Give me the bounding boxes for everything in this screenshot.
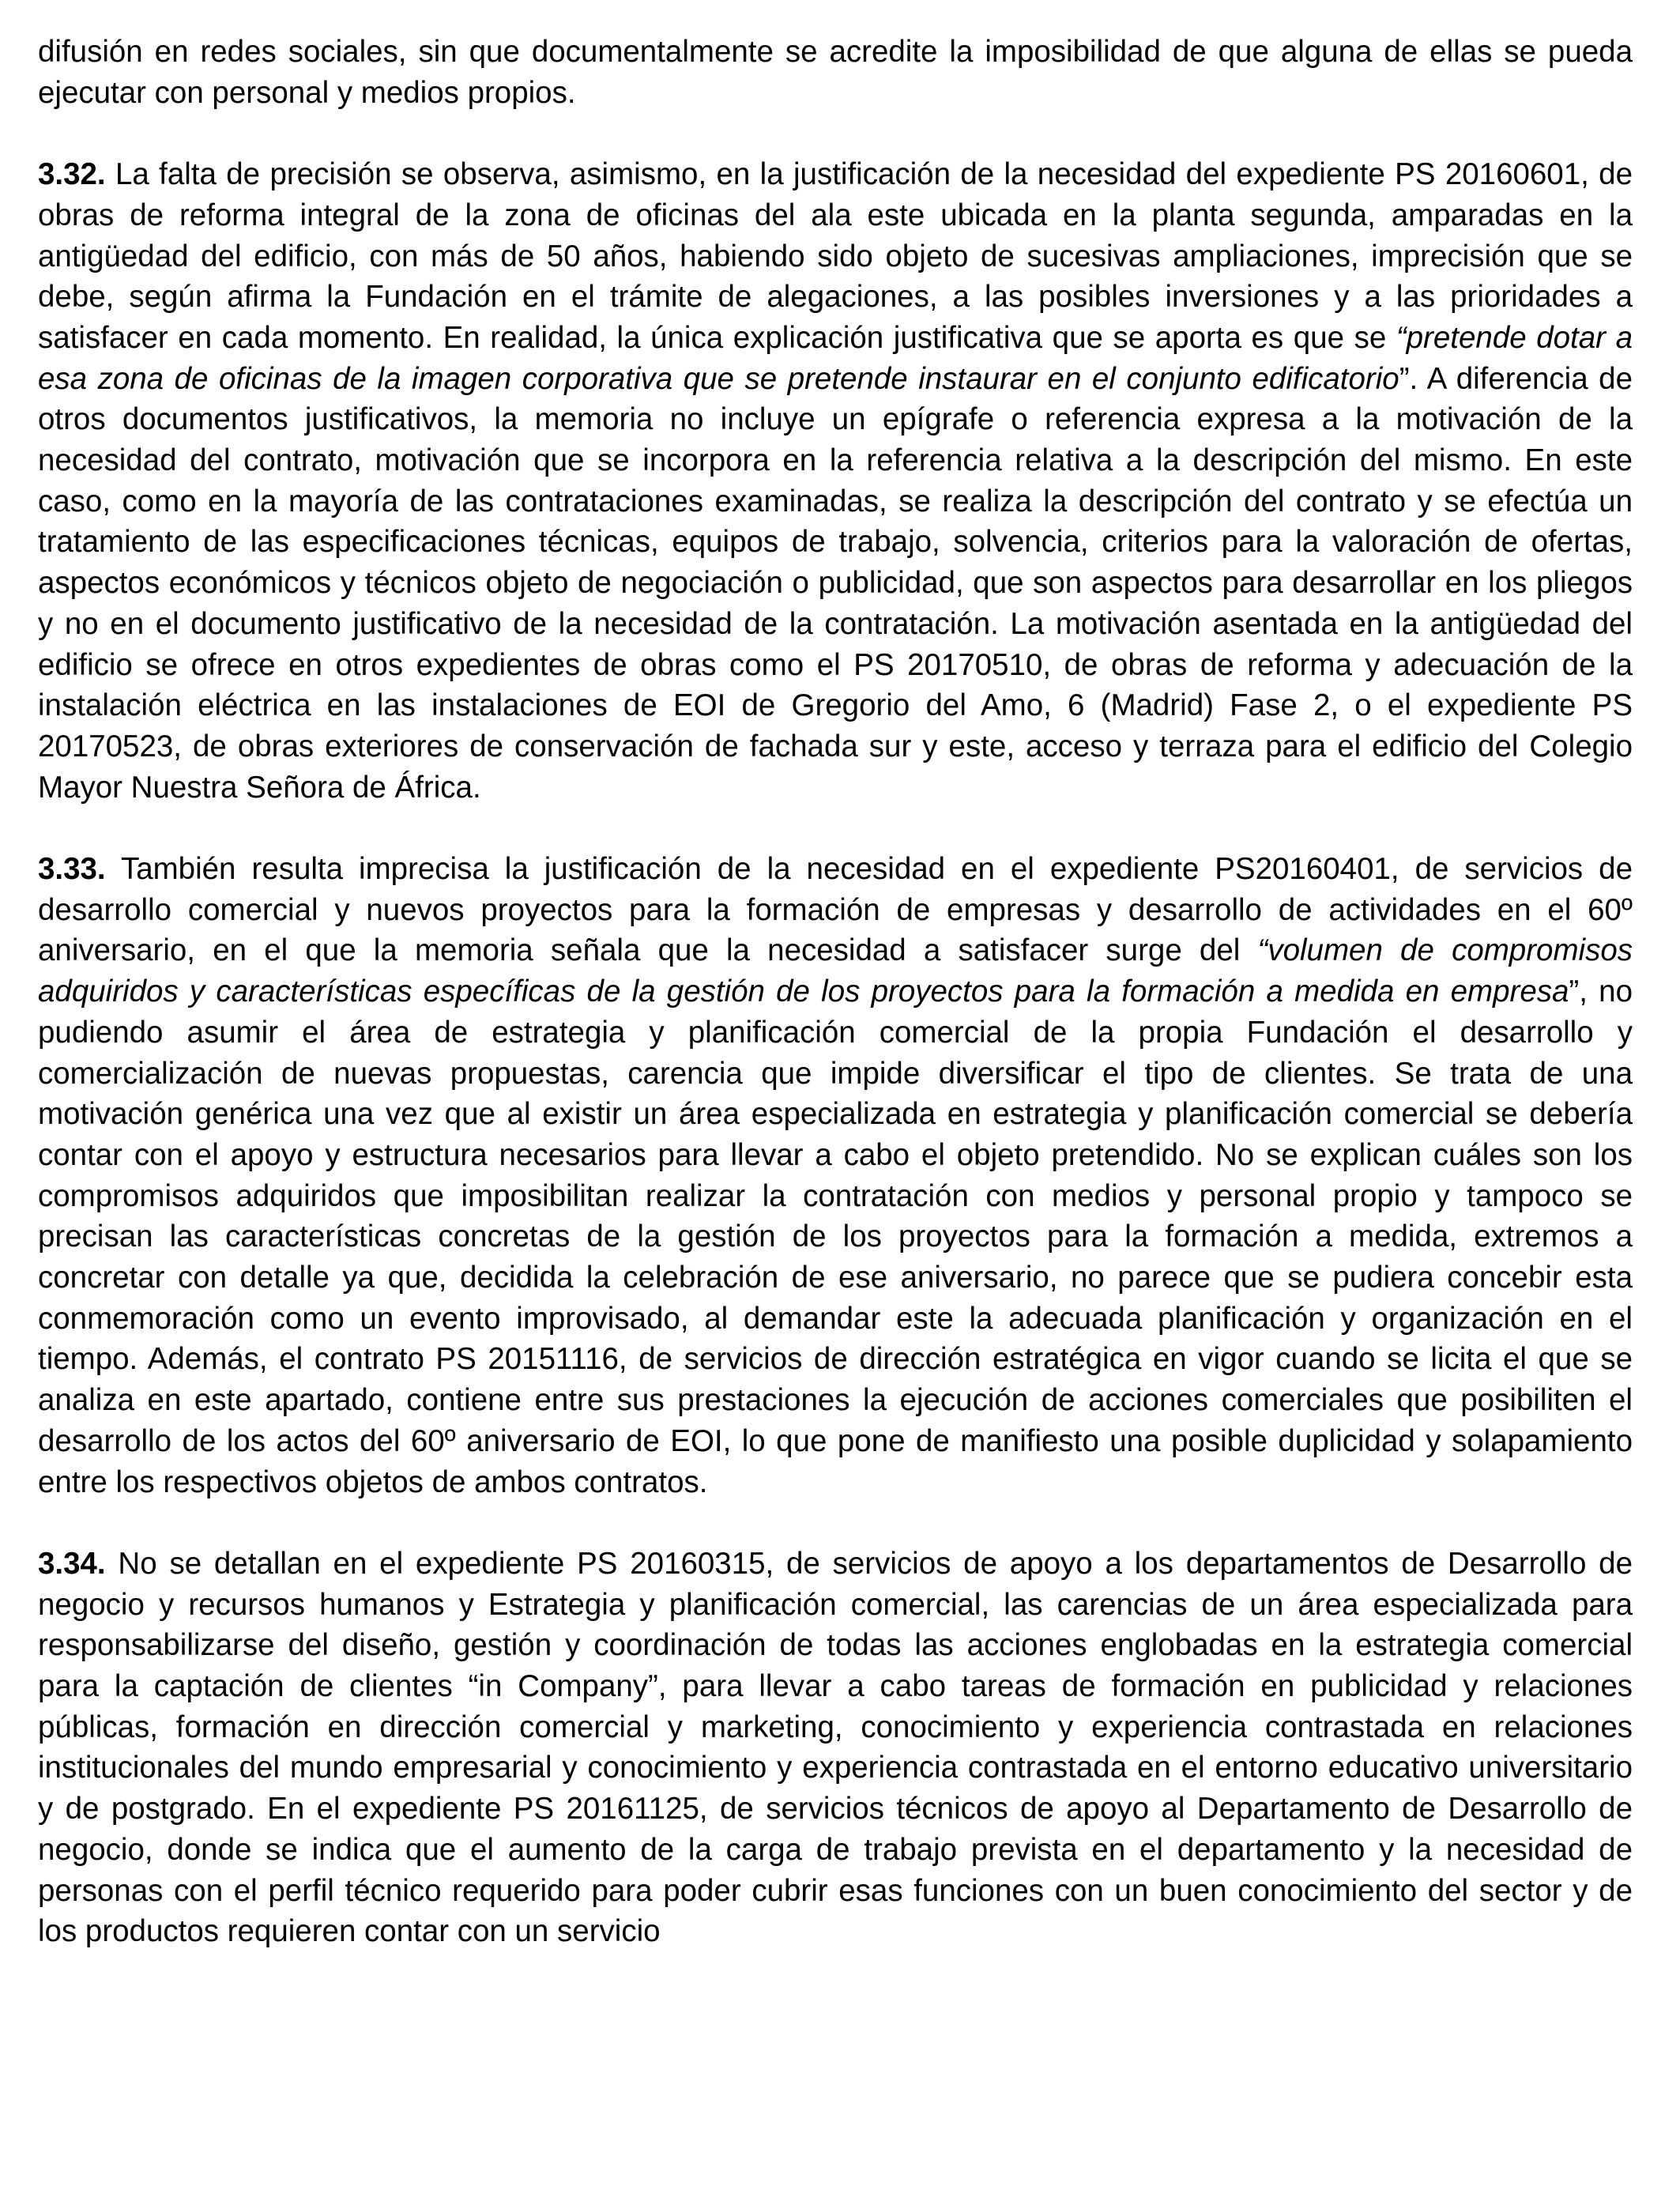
paragraph-text: No se detallan en el expediente PS 20160315, de servicios de apoyo a los departamentos de Desarrollo de negocio y recursos humanos y Estrategia y planificación comercial, las carencias de un área especializada para responsabilizarse del diseño, gestión y coordinación de todas las acciones englobadas en la estrategia comercial para la captación de clientes “in Company”, para llevar a cabo tareas de formación en publicidad y relaciones públicas, formación en dirección comercial y marketing, conocimiento y experiencia contrastada en relaciones institucionales del mundo empresarial y conocimiento y experiencia contrastada en el entorno educativo universitario y de postgrado. En el expediente PS 20161125, de servicios técnicos de apoyo al Departamento de Desarrollo de negocio, donde se indica que el aumento de la carga de trabajo prevista en el departamento y la necesidad de personas con el perfil técnico requerido para poder cubrir esas funciones con un buen conocimiento del sector y de los productos requieren contar con un servicio [38,1546,1633,1949]
document-page [38,32,1633,1993]
paragraph-quote: “pretende dotar a esa zona de oficinas de la imagen corporativa que se pretende instaurar en el conjunto edificatorio [38,320,1633,396]
paragraph-text: La falta de precisión se observa, asimismo, en la justificación de la necesidad del expediente PS 20160601, de obras de reforma integral de la zona de oficinas del ala este ubicada en la planta segunda, amparadas en la antigüedad del edificio, con más de 50 años, habiendo sido objeto de sucesivas ampliaciones, imprecisión que se debe, según afirma la Fundación en el trámite de alegaciones, a las posibles inversiones y a las prioridades a satisfacer en cada momento. En realidad, la única explicación justificativa que se aporta es que se [38,157,1633,355]
paragraph-3-33 [38,849,1633,1502]
paragraph-number: 3.34. [38,1546,106,1581]
paragraph-number: 3.33. [38,852,106,887]
paragraph-text: ”. A diferencia de otros documentos justificativos, la memoria no incluye un epígrafe o referencia expresa a la motivación de la necesidad del contrato, motivación que se incorpora en la referencia relativa a la descripción del mismo. En este caso, como en la mayoría de las contrataciones examinadas, se realiza la descripción del contrato y se efectúa un tratamiento de las especificaciones técnicas, equipos de trabajo, solvencia, criterios para la valoración de ofertas, aspectos económicos y técnicos objeto de negociación o publicidad, que son aspectos para desarrollar en los pliegos y no en el documento justificativo de la necesidad de la contratación. La motivación asentada en la antigüedad del edificio se ofrece en otros expedientes de obras como el PS 20170510, de obras de reforma y adecuación de la instalación eléctrica en las instalaciones de EOI de Gregorio del Amo, 6 (Madrid) Fase 2, o el expediente PS 20170523, de obras exteriores de conservación de fachada sur y este, acceso y terraza para el edificio del Colegio Mayor Nuestra Señora de África. [38,361,1633,805]
paragraph-number: 3.32. [38,157,106,192]
paragraph-3-32 [38,154,1633,808]
paragraph-text: ”, no pudiendo asumir el área de estrategia y planificación comercial de la propia Fundación el desarrollo y comercialización de nuevas propuestas, carencia que impide diversificar el tipo de clientes. Se trata de una motivación genérica una vez que al existir un área especializada en estrategia y planificación comercial se debería contar con el apoyo y estructura necesarios para llevar a cabo el objeto pretendido. No se explican cuáles son los compromisos adquiridos que imposibilitan realizar la contratación con medios y personal propio y tampoco se precisan las características concretas de la gestión de los proyectos para la formación a medida, extremos a concretar con detalle ya que, decidida la celebración de ese aniversario, no parece que se pudiera concebir esta conmemoración como un evento improvisado, al demandar este la adecuada planificación y organización en el tiempo. Además, el contrato PS 20151116, de servicios de dirección estratégica en vigor cuando se licita el que se analiza en este apartado, contiene entre sus prestaciones la ejecución de acciones comerciales que posibiliten el desarrollo de los actos del 60º aniversario de EOI, lo que pone de manifiesto una posible duplicidad y solapamiento entre los respectivos objetos de ambos contratos. [38,974,1633,1499]
paragraph-3-34 [38,1544,1633,1952]
paragraph-text: También resulta imprecisa la justificación de la necesidad en el expediente PS20160401, de servicios de desarrollo comercial y nuevos proyectos para la formación de empresas y desarrollo de actividades en el 60º aniversario, en el que la memoria señala que la necesidad a satisfacer surge del [38,852,1633,968]
paragraph-continuation [38,32,1633,113]
paragraph-text: difusión en redes sociales, sin que documentalmente se acredite la imposibilidad de que alguna de ellas se pueda ejecutar con personal y medios propios. [38,35,1633,110]
paragraph-quote: “volumen de compromisos adquiridos y características específicas de la gestión de los proyectos para la formación a medida en empresa [38,933,1633,1009]
